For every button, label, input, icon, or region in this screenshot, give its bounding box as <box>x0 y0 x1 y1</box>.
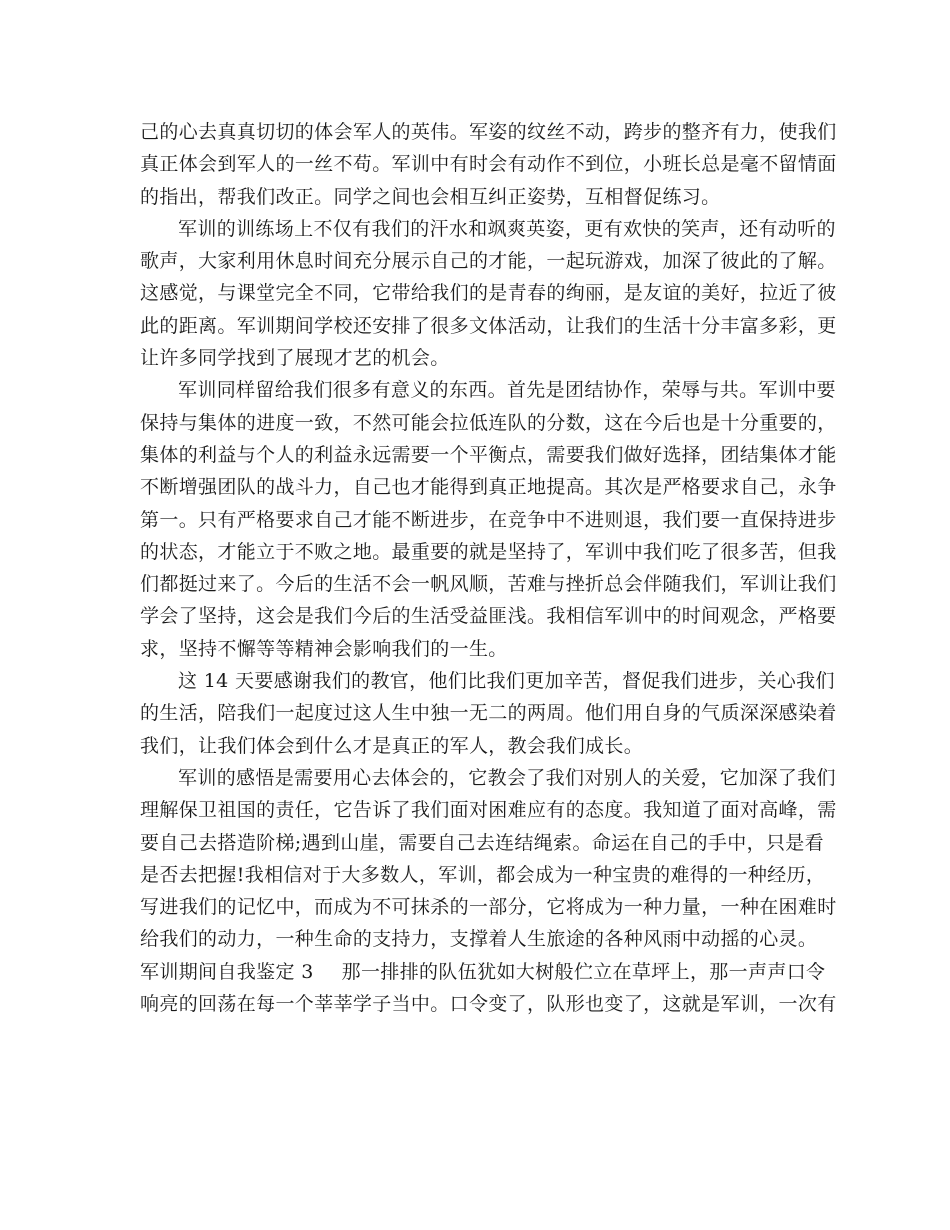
text-line: 的指出，帮我们改正。同学之间也会相互纠正姿势，互相督促练习。 <box>140 185 721 208</box>
text-line: 让许多同学找到了展现才艺的机会。 <box>140 347 450 370</box>
paragraph <box>140 374 837 665</box>
paragraph <box>140 665 837 762</box>
text-line: 的生活，陪我们一起度过这人生中独一无二的两周。他们用自身的气质深深感染着 <box>140 702 837 725</box>
text-line: 军训的训练场上不仅有我们的汗水和飒爽英姿，更有欢快的笑声，还有动听的 <box>178 217 836 240</box>
text-line: 此的距离。军训期间学校还安排了很多文体活动，让我们的生活十分丰富多彩，更 <box>140 314 837 337</box>
text-line: 要自己去搭造阶梯;遇到山崖，需要自己去连结绳索。命运在自己的手中，只是看 <box>140 831 825 854</box>
paragraph <box>140 213 837 374</box>
text-line: 这 14 天要感谢我们的教官，他们比我们更加辛苦，督促我们进步，关心我们 <box>178 670 835 693</box>
text-line: 求，坚持不懈等等精神会影响我们的一生。 <box>140 637 508 660</box>
text-line: 我们，让我们体会到什么才是真正的军人，教会我们成长。 <box>140 734 644 757</box>
text-line: 己的心去真真切切的体会军人的英伟。军姿的纹丝不动，跨步的整齐有力，使我们 <box>140 121 837 143</box>
text-line: 军训的感悟是需要用心去体会的，它教会了我们对别人的关爱，它加深了我们 <box>178 766 836 789</box>
text-line: 是否去把握!我相信对于大多数人，军训，都会成为一种宝贵的难得的一种经历， <box>140 863 826 886</box>
section-3-first-line <box>140 956 826 988</box>
text-line: 军训同样留给我们很多有意义的东西。首先是团结协作，荣辱与共。军训中要 <box>178 379 836 402</box>
section-3-heading: 军训期间自我鉴定 3 <box>140 960 314 983</box>
document-page <box>140 116 837 1020</box>
section-3 <box>140 956 837 1021</box>
text-line: 真正体会到军人的一丝不苟。军训中有时会有动作不到位，小班长总是毫不留情面 <box>140 153 837 176</box>
body-text <box>140 116 837 956</box>
paragraph <box>140 762 837 956</box>
paragraph <box>140 116 837 213</box>
text-line: 集体的利益与个人的利益永远需要一个平衡点，需要我们做好选择，团结集体才能 <box>140 443 837 466</box>
text-line: 保持与集体的进度一致，不然可能会拉低连队的分数，这在今后也是十分重要的， <box>140 411 837 434</box>
text-line: 学会了坚持，这会是我们今后的生活受益匪浅。我相信军训中的时间观念，严格要 <box>140 605 837 628</box>
text-line: 理解保卫祖国的责任，它告诉了我们面对困难应有的态度。我知道了面对高峰，需 <box>140 799 837 822</box>
text-line: 响亮的回荡在每一个莘莘学子当中。口令变了，队形也变了，这就是军训，一次有 <box>140 993 837 1016</box>
text-line: 给我们的动力，一种生命的支持力，支撑着人生旅途的各种风雨中动摇的心灵。 <box>140 928 818 951</box>
text-line: 不断增强团队的战斗力，自己也才能得到真正地提高。其次是严格要求自己，永争 <box>140 476 837 499</box>
section-3-lines <box>140 988 837 1020</box>
text-line: 歌声，大家利用休息时间充分展示自己的才能，一起玩游戏，加深了彼此的了解。 <box>140 250 837 273</box>
text-line: 们都挺过来了。今后的生活不会一帆风顺，苦难与挫折总会伴随我们，军训让我们 <box>140 573 837 596</box>
text-line: 写进我们的记忆中，而成为不可抹杀的一部分，它将成为一种力量，一种在困难时 <box>140 896 837 919</box>
text-line: 这感觉，与课堂完全不同，它带给我们的是青春的绚丽，是友谊的美好，拉近了彼 <box>140 282 837 305</box>
section-3-first-line-text: 那一排排的队伍犹如大树般伫立在草坪上，那一声声口令 <box>341 960 826 983</box>
text-line: 第一。只有严格要求自己才能不断进步，在竞争中不进则退，我们要一直保持进步 <box>140 508 837 531</box>
text-line: 的状态，才能立于不败之地。最重要的就是坚持了，军训中我们吃了很多苦，但我 <box>140 540 837 563</box>
